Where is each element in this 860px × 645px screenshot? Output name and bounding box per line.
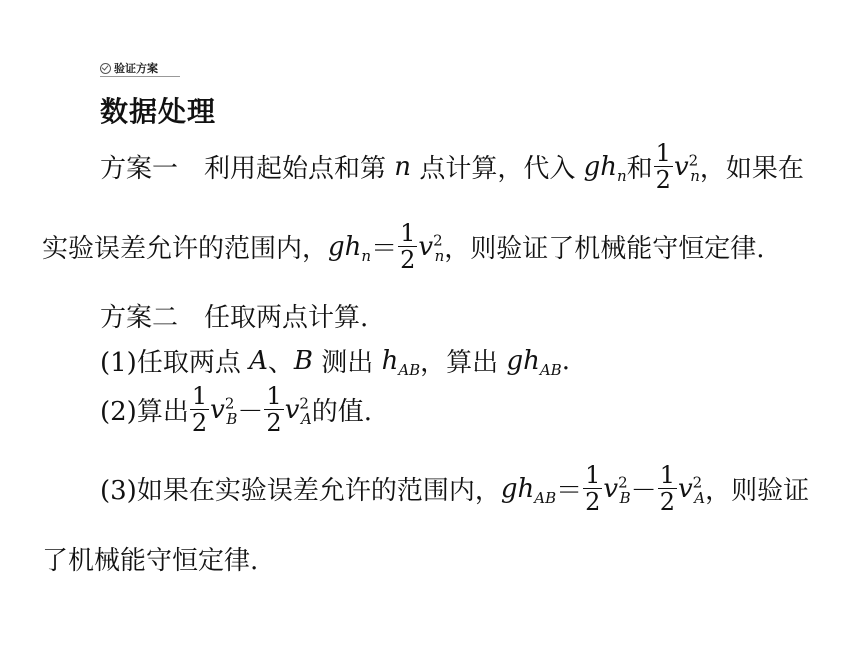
formula-va2: $v^2_A$ (284, 393, 312, 428)
scheme1-line1 (100, 140, 804, 193)
var-n: n (394, 151, 412, 182)
scheme2-text: 任取两点计算. (204, 303, 369, 333)
step3-line2 (42, 540, 258, 577)
fraction-half: $\frac{1}{2}$ (659, 461, 675, 516)
page-heading: 数据处理 (100, 95, 217, 128)
section-tag-label: 验证方案 (114, 62, 158, 75)
step2-line (100, 383, 372, 436)
step3-text-b: ，则验证 (705, 476, 810, 506)
step3-line1 (100, 462, 809, 515)
check-circle-icon (100, 63, 111, 74)
fraction-half: $\frac{1}{2}$ (655, 139, 671, 194)
step2-text-b: 的值. (311, 397, 373, 427)
equals-sign: ＝ (556, 476, 583, 506)
formula-gh-ab: $gh_{AB}$ (506, 345, 562, 379)
formula-gh-ab-eq: $gh_{AB}$ (500, 473, 557, 507)
fraction-half: $\frac{1}{2}$ (191, 382, 208, 437)
step1-text-c: ，算出 (420, 348, 499, 378)
equals-sign: ＝ (371, 234, 398, 264)
formula-vb2: $v^2_B$ (210, 393, 238, 428)
fraction-half: $\frac{1}{2}$ (400, 219, 416, 274)
formula-vn2: $v^2_n$ (673, 150, 700, 185)
scheme1-text-c: ，如果在 (699, 154, 804, 184)
formula-gh-n-eq: $gh_n$ (328, 231, 372, 265)
formula-gh-n: $gh_n$ (583, 151, 627, 185)
scheme1-and: 和 (626, 154, 653, 184)
scheme1-line2-a: 实验误差允许的范围内， (42, 234, 329, 264)
step1-text-a: (1)任取两点 (100, 348, 241, 378)
formula-vn2: $v^2_n$ (418, 230, 445, 265)
point-b: B (293, 345, 314, 376)
minus-sign: － (237, 397, 264, 427)
step3-text-a: (3)如果在实验误差允许的范围内， (100, 476, 501, 506)
fraction-half: $\frac{1}{2}$ (585, 461, 601, 516)
formula-vb2: $v^2_B$ (603, 472, 631, 507)
scheme1-line2 (42, 220, 765, 273)
formula-va2: $v^2_A$ (677, 472, 706, 507)
scheme1-text-b: 点计算，代入 (419, 154, 576, 184)
step1-line (100, 342, 570, 379)
separator: 、 (267, 348, 294, 378)
point-a: A (249, 345, 268, 376)
minus-sign: － (630, 476, 657, 506)
fraction-half: $\frac{1}{2}$ (266, 382, 282, 437)
scheme1-label: 方案一 (100, 154, 179, 184)
step1-text-b: 测出 (321, 348, 374, 378)
step3-text-c: 了机械能守恒定律. (42, 546, 259, 576)
step2-text-a: (2)算出 (100, 397, 189, 427)
formula-h-ab: $h_{AB}$ (381, 345, 421, 379)
scheme2-label: 方案二 (100, 303, 179, 333)
scheme1-line2-b: ，则验证了机械能守恒定律. (444, 234, 765, 264)
scheme1-text-a: 利用起始点和第 (204, 154, 387, 184)
section-tag (100, 60, 158, 76)
section-tag-underline (100, 76, 180, 77)
period: . (561, 345, 570, 376)
scheme2-line (100, 297, 368, 334)
